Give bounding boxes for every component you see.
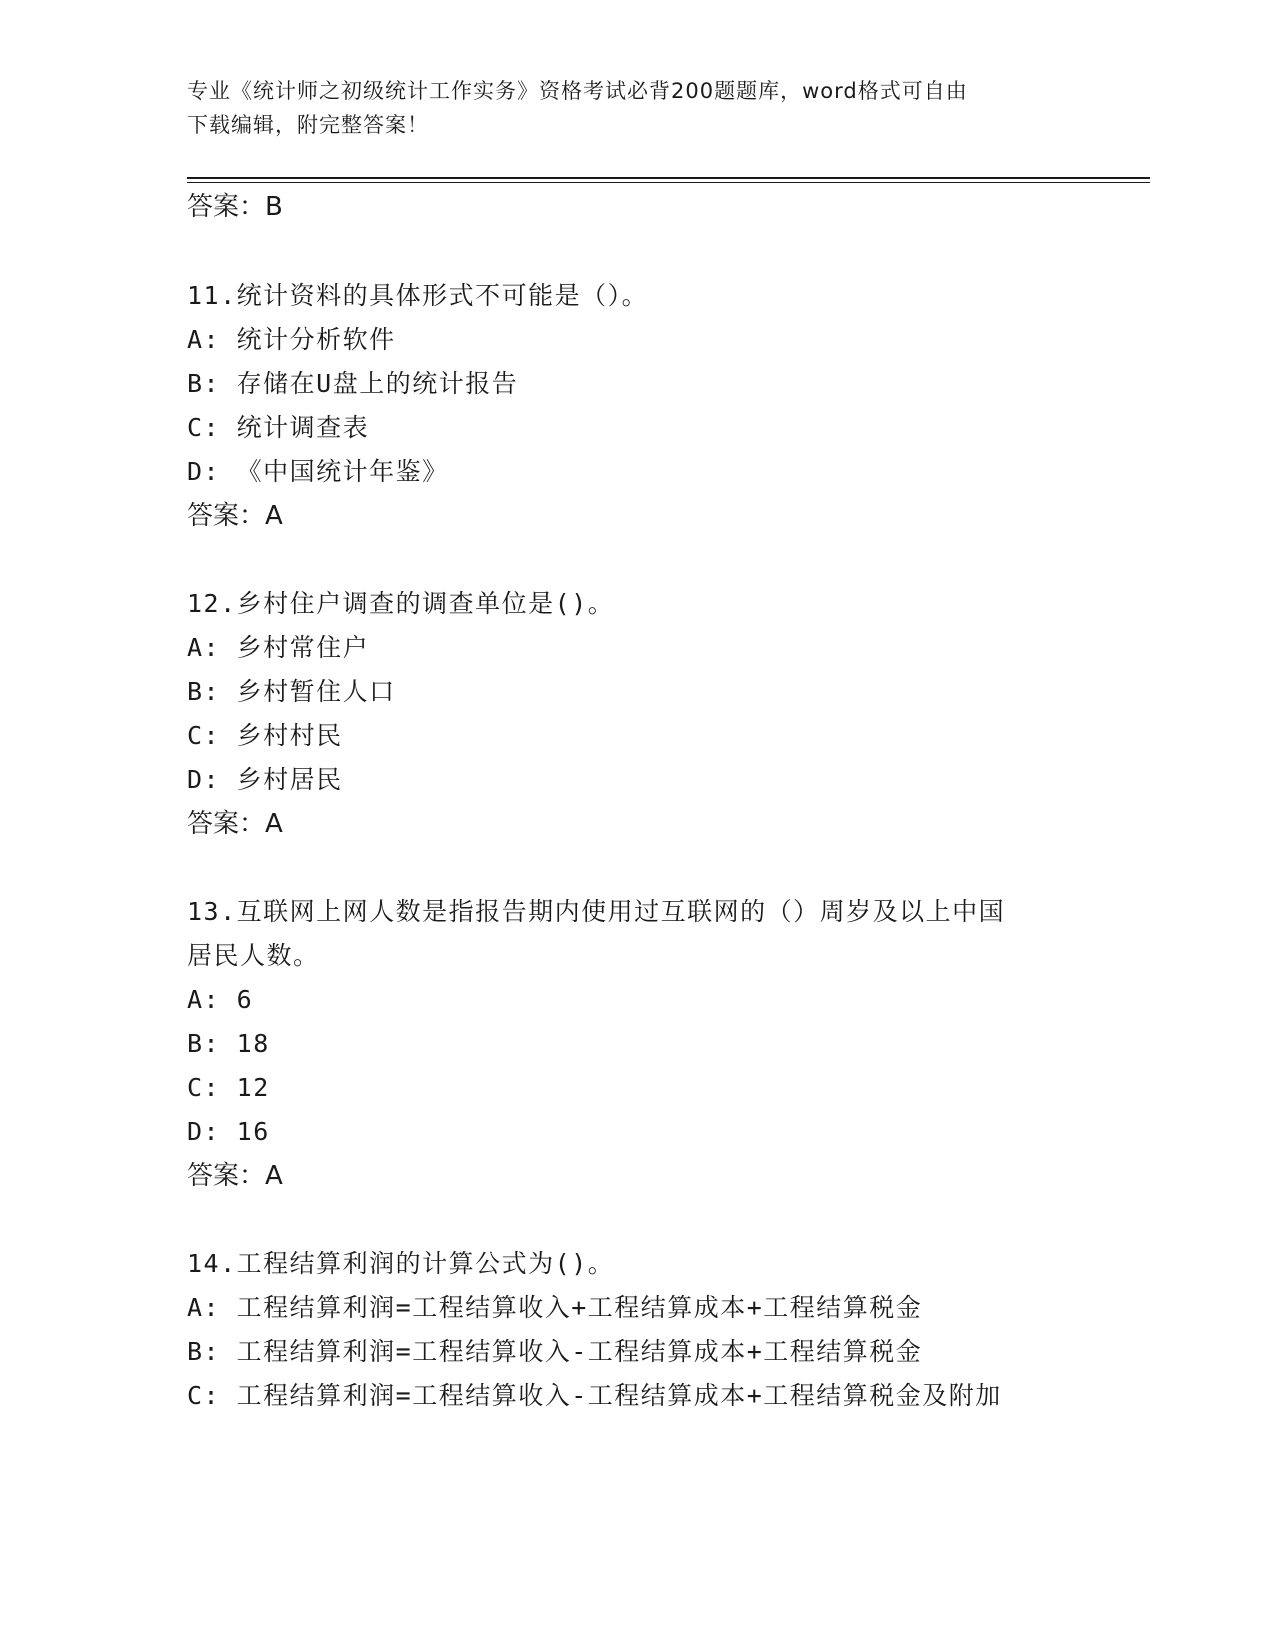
question-13-answer: 答案：A	[187, 1161, 283, 1191]
question-12-answer: 答案：A	[187, 809, 283, 839]
answer-prev: 答案：B	[187, 192, 283, 222]
question-11-stem: 11.统计资料的具体形式不可能是（）。	[187, 281, 649, 310]
question-14-option-c: C: 工程结算利润=工程结算收入-工程结算成本+工程结算税金及附加	[187, 1381, 1002, 1410]
question-12-option-b: B: 乡村暂住人口	[187, 677, 396, 706]
question-12-option-a: A: 乡村常住户	[187, 633, 370, 662]
page-header	[187, 74, 1067, 142]
question-11-option-b: B: 存储在U盘上的统计报告	[187, 369, 519, 398]
question-11-option-c: C: 统计调查表	[187, 413, 370, 442]
header-line-2: 下载编辑，附完整答案！	[187, 113, 429, 137]
question-11-option-a: A: 统计分析软件	[187, 325, 396, 354]
question-13-option-a: A: 6	[187, 985, 254, 1014]
question-12-option-c: C: 乡村村民	[187, 721, 343, 750]
header-rule-thin	[187, 182, 1150, 183]
question-13-stem-line-1: 13.互联网上网人数是指报告期内使用过互联网的（）周岁及以上中国	[187, 897, 1006, 926]
header-rule-thick	[187, 177, 1150, 179]
question-11-answer: 答案：A	[187, 501, 283, 531]
question-13-option-b: B: 18	[187, 1029, 270, 1058]
question-12-stem: 12.乡村住户调查的调查单位是()。	[187, 589, 615, 618]
question-13-option-c: C: 12	[187, 1073, 270, 1102]
question-12-option-d: D: 乡村居民	[187, 765, 343, 794]
question-13-stem-line-2: 居民人数。	[187, 941, 320, 970]
question-14-option-a: A: 工程结算利润=工程结算收入+工程结算成本+工程结算税金	[187, 1293, 923, 1322]
question-14-stem: 14.工程结算利润的计算公式为()。	[187, 1249, 615, 1278]
question-13-option-d: D: 16	[187, 1117, 270, 1146]
question-14-option-b: B: 工程结算利润=工程结算收入-工程结算成本+工程结算税金	[187, 1337, 923, 1366]
question-11-option-d: D: 《中国统计年鉴》	[187, 457, 449, 486]
header-line-1: 专业《统计师之初级统计工作实务》资格考试必背200题题库，word格式可自由	[187, 79, 968, 103]
